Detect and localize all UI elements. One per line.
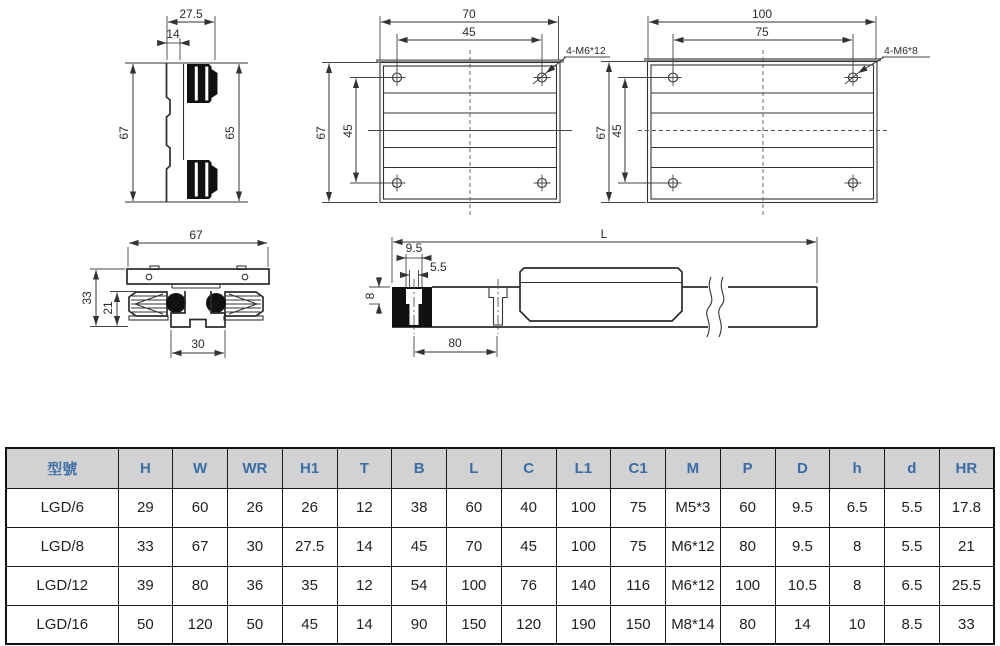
col-header-c: C [501,448,556,488]
cell: 8 [830,527,885,566]
cell: 12 [337,566,392,605]
dim-hole-dia: 5.5 [430,260,447,274]
cell: 190 [556,605,611,644]
dim-hole-pitch-80: 80 [448,336,462,350]
dim-side-height-67: 67 [117,126,131,140]
col-header-c1: C1 [611,448,666,488]
cell: 140 [556,566,611,605]
model-cell: LGD/8 [6,527,118,566]
dim-plan-large-width: 100 [751,7,773,21]
col-header-d-lower: d [885,448,940,488]
spec-table [5,447,995,645]
dim-plan-small-height: 67 [314,126,328,140]
cell: M8*14 [666,605,721,644]
col-header-m: M [666,448,721,488]
cell: 120 [173,605,228,644]
cell: 76 [501,566,556,605]
model-cell: LGD/6 [6,488,118,527]
dim-section-height-33: 33 [80,291,94,305]
cell: 26 [282,488,337,527]
dim-section-width: 67 [189,228,203,242]
cell: 60 [173,488,228,527]
thread-callout-m6x8: 4-M6*8 [884,45,918,57]
col-header-w: W [173,448,228,488]
cell: 8.5 [885,605,940,644]
cell: 38 [392,488,447,527]
cell: 150 [611,605,666,644]
dim-plan-large-hole-y: 45 [610,124,624,138]
cell: 10.5 [775,566,830,605]
col-header-h-lower: h [830,448,885,488]
cell: 14 [337,605,392,644]
cell: 29 [118,488,173,527]
cell: 45 [392,527,447,566]
bottom-roller [187,160,218,199]
dim-plan-small-width: 70 [462,7,476,21]
cell: 6.5 [885,566,940,605]
col-header-b: B [392,448,447,488]
cell: 40 [501,488,556,527]
dim-section-rail-width-30: 30 [191,337,205,351]
cell: 14 [775,605,830,644]
mount-hole [845,175,862,192]
table-row-lgd-8 [6,527,994,566]
thread-callout-m6x12: 4-M6*12 [566,45,606,57]
dim-plan-small-hole-y: 45 [341,124,355,138]
plan-view-100-drawing [594,7,930,215]
model-cell: LGD/12 [6,566,118,605]
dim-plan-small-hole-x: 45 [462,25,476,39]
cell: 8 [830,566,885,605]
cell: 9.5 [775,488,830,527]
cell: 35 [282,566,337,605]
cell: 50 [228,605,283,644]
col-header-l1: L1 [556,448,611,488]
col-header-model: 型號 [6,448,118,488]
cell: 100 [720,566,775,605]
table-row-lgd-12 [6,566,994,605]
cell: M5*3 [666,488,721,527]
cell: 50 [118,605,173,644]
col-header-d-upper: D [775,448,830,488]
cell: 60 [720,488,775,527]
cell: M6*12 [666,527,721,566]
carriage-side-view-drawing [117,7,248,202]
cell: 116 [611,566,666,605]
col-header-l: L [447,448,502,488]
dim-side-height-65: 65 [223,126,237,140]
cell: 70 [447,527,502,566]
dim-plan-large-height: 67 [594,126,608,140]
carriage-block [520,268,682,321]
cell: 100 [556,527,611,566]
cell: 25.5 [939,566,994,605]
cell: 45 [501,527,556,566]
table-row-lgd-16 [6,605,994,644]
col-header-h: H [118,448,173,488]
cell: 6.5 [830,488,885,527]
col-header-t: T [337,448,392,488]
col-header-wr: WR [228,448,283,488]
cell: 36 [228,566,283,605]
dim-plan-large-hole-x: 75 [755,25,769,39]
cell: 27.5 [282,527,337,566]
cell: 100 [556,488,611,527]
table-row-lgd-6 [6,488,994,527]
cell: 33 [939,605,994,644]
cell: 10 [830,605,885,644]
dim-side-width-27-5: 27.5 [179,7,203,21]
cell: 60 [447,488,502,527]
cell: 67 [173,527,228,566]
break-line [719,277,724,337]
col-header-hr: HR [939,448,994,488]
cell: 75 [611,488,666,527]
cell: 80 [720,605,775,644]
cell: 5.5 [885,488,940,527]
cell: 80 [720,527,775,566]
model-cell: LGD/16 [6,605,118,644]
mount-hole [534,175,551,192]
cell: 54 [392,566,447,605]
roller-shaft-right [206,293,226,313]
cell: 9.5 [775,527,830,566]
roller-shaft-left [166,293,186,313]
dim-section-roller-height-21: 21 [101,301,115,315]
cell: 33 [118,527,173,566]
col-header-p: P [720,448,775,488]
plan-view-70-drawing [314,7,610,215]
dim-side-width-14: 14 [166,27,180,41]
cell: 80 [173,566,228,605]
cell: M6*12 [666,566,721,605]
break-line [707,277,712,337]
cell: 12 [337,488,392,527]
dim-counterbore-depth: 8 [363,292,377,300]
rail-side-view-drawing [363,227,817,357]
mount-hole [389,175,406,192]
dim-counterbore-dia: 9.5 [405,241,423,255]
top-roller [187,64,218,103]
cell: 21 [939,527,994,566]
cell: 39 [118,566,173,605]
cell: 17.8 [939,488,994,527]
cell: 90 [392,605,447,644]
header-row [6,448,994,488]
cell: 30 [228,527,283,566]
cell: 5.5 [885,527,940,566]
cell: 120 [501,605,556,644]
dim-rail-length-L: L [600,227,608,241]
cell: 75 [611,527,666,566]
cell: 45 [282,605,337,644]
cell: 100 [447,566,502,605]
cell: 150 [447,605,502,644]
col-header-h1: H1 [282,448,337,488]
cell: 14 [337,527,392,566]
cell: 26 [228,488,283,527]
carriage-front-section-drawing [80,228,269,358]
